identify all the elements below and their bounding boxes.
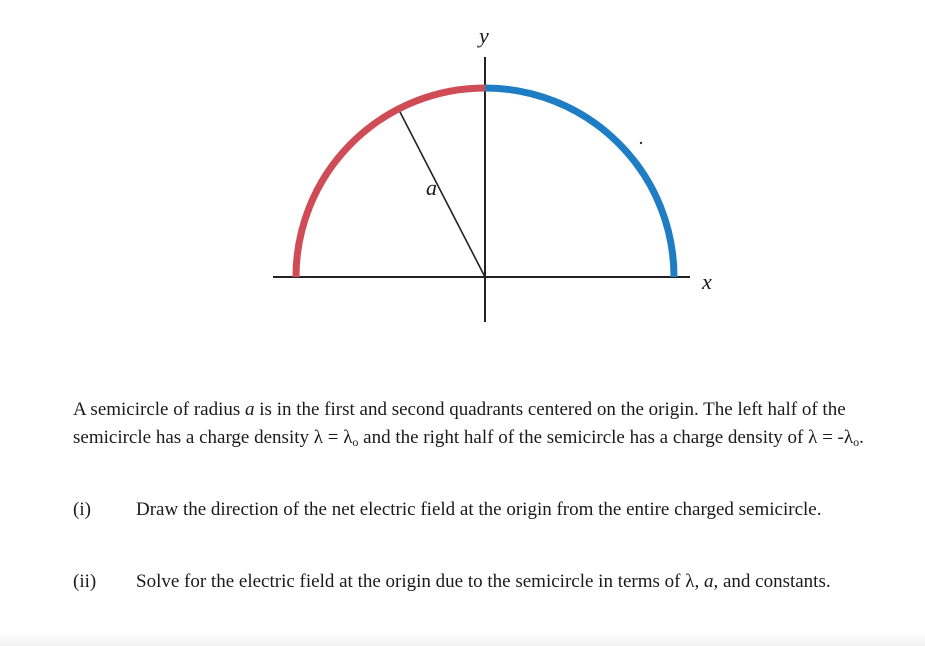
right-half-arc (485, 88, 674, 277)
var-a: a (703, 571, 714, 592)
x-axis-label: x (702, 269, 712, 294)
lambda-symbol: λ (685, 571, 695, 592)
item-number: (ii) (73, 571, 97, 592)
page-bottom-edge (0, 632, 925, 646)
left-half-arc (296, 88, 485, 277)
item-text-1: Solve for the electric field at the origin due to the semicircle in terms of (136, 571, 686, 592)
comma: , (694, 571, 704, 592)
item-text-2: , and constants. (713, 571, 831, 592)
lambda-symbol: λ (343, 427, 353, 448)
subscript-o: o (352, 435, 359, 449)
equals: = (322, 427, 344, 448)
y-axis-label: y (479, 23, 489, 48)
problem-text (73, 396, 903, 592)
lambda-symbol: λ (313, 427, 323, 448)
intro-text-1: A semicircle of radius (73, 399, 246, 420)
intro-period: . (859, 427, 864, 448)
stray-dot (640, 142, 642, 144)
radius-line (400, 112, 485, 277)
problem-intro (73, 396, 903, 452)
equals-negative: = - (817, 427, 844, 448)
intro-text-3: and the right half of the semicircle has a charge density of (358, 427, 809, 448)
radius-label: a (426, 175, 437, 200)
item-text (136, 568, 876, 596)
subscript-o: o (853, 435, 860, 449)
lambda-symbol: λ (808, 427, 818, 448)
item-number: (i) (73, 499, 91, 520)
lambda-symbol: λ (843, 427, 854, 448)
var-a: a (245, 399, 255, 420)
intro-text-2: is in the first and second quadrants centered on the origin. The left half of the semicircle has a charge density (73, 399, 846, 448)
item-text: Draw the direction of the net electric field at the origin from the entire charged semicircle. (136, 499, 822, 520)
